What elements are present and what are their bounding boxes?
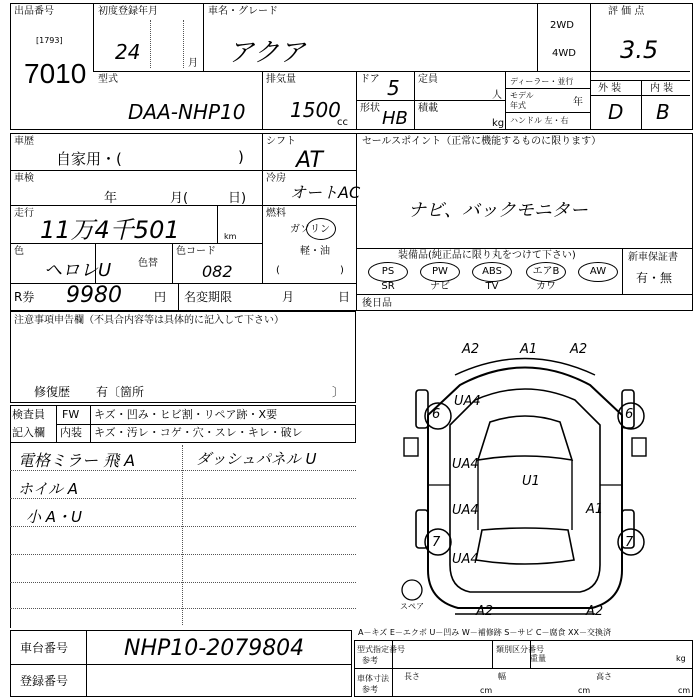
remark-line2: ホイル A — [18, 480, 79, 498]
divider — [590, 3, 591, 130]
fuel-circle — [306, 218, 336, 240]
legend: A－キズ E－エクボ U－凹み W－補修跡 S－サビ C－腐食 XX－交換済 — [358, 628, 612, 637]
doors-label: ドア — [360, 74, 380, 85]
spare-tire-icon — [402, 580, 422, 600]
divider — [356, 294, 693, 295]
lot-label: 出品番号 — [14, 6, 54, 17]
divider — [505, 112, 590, 113]
repair-value: 有〔箇所 — [96, 385, 145, 399]
fw-text: キズ・凹み・ヒビ割・リペア跡・X要 — [94, 408, 278, 421]
repair-close: 〕 — [332, 385, 345, 399]
damage-mark: 6 — [625, 407, 634, 422]
int-text: キズ・汚レ・コゲ・穴・スレ・キレ・破レ — [94, 426, 303, 439]
model-year-label2: 年式 — [510, 101, 526, 110]
shaken-year: 年 — [104, 191, 118, 206]
name-change-label: 名変期限 — [184, 290, 233, 304]
fuel-paren-open: ( — [276, 265, 280, 276]
doors-value: 5 — [387, 76, 400, 100]
divider — [150, 20, 151, 68]
fuel-light-oil: 軽・油 — [300, 246, 330, 257]
damage-mark: UA4 — [452, 552, 479, 567]
divider — [356, 248, 693, 249]
damage-mark: 6 — [432, 407, 441, 422]
dealer-label: ディーラー・並行 — [510, 77, 574, 86]
name-change-day: 日 — [338, 290, 351, 304]
divider — [56, 424, 356, 425]
shaken-label: 車検 — [14, 173, 34, 184]
inspector-label2: 記入欄 — [12, 426, 45, 439]
divider — [590, 80, 690, 81]
divider — [10, 283, 356, 284]
first-reg-label: 初度登録年月 — [98, 6, 158, 17]
sales-point-label: セールスポイント（正常に機能するものに限ります） — [362, 136, 602, 147]
divider — [356, 133, 357, 311]
color-code-label: 色コード — [176, 246, 216, 257]
displacement-value: 1500 — [290, 98, 341, 122]
damage-mark: A2 — [586, 604, 604, 619]
int-label: 内装 — [60, 426, 82, 439]
equipment-item: SR — [381, 281, 395, 292]
displacement-label: 排気量 — [266, 74, 296, 85]
divider — [10, 554, 356, 555]
interior-value: B — [656, 100, 670, 124]
shift-value: AT — [296, 148, 323, 173]
mileage-value: 11万4千501 — [40, 216, 180, 244]
equipment-circle — [472, 262, 512, 282]
equipment-item: ナビ — [430, 281, 450, 292]
equipment-item: PW — [432, 266, 448, 277]
divider — [10, 582, 356, 583]
cert-label: 型式指定番号 — [357, 645, 405, 654]
fuel-label: 燃料 — [266, 208, 286, 219]
equipment-circle — [368, 262, 408, 282]
ac-label: 冷房 — [266, 173, 286, 184]
drive-2wd: 2WD — [550, 20, 574, 31]
mirror-right — [632, 438, 646, 456]
equipment-circle — [578, 262, 618, 282]
history-value: 自家用・( — [56, 150, 122, 168]
mirror-left — [404, 438, 418, 456]
displacement-unit: cc — [337, 117, 348, 128]
capacity-unit: 人 — [492, 90, 502, 101]
handle-label: ハンドル 左・右 — [510, 116, 569, 125]
divider — [178, 283, 179, 311]
equipment-circle — [420, 262, 460, 282]
divider — [93, 71, 690, 72]
repair-label: 修復歴 — [34, 385, 71, 399]
divider — [183, 20, 184, 68]
wheel-rear-left — [416, 510, 428, 548]
remark-line1a: 電格ミラー 飛 A — [18, 451, 136, 470]
divider — [354, 668, 693, 669]
sales-point-value: ナビ、バックモニター — [408, 200, 588, 221]
divider — [537, 3, 538, 71]
warranty-label: 新車保証書 — [628, 252, 678, 263]
damage-mark: 7 — [432, 535, 441, 550]
load-unit: kg — [492, 118, 505, 129]
divider — [505, 71, 506, 130]
class-label: 類別区分番号 — [496, 645, 544, 654]
divider — [182, 445, 183, 625]
divider — [641, 80, 642, 130]
shift-label: シフト — [266, 136, 296, 147]
body-label: 車体寸法 — [357, 674, 389, 683]
first-reg-year: 24 — [115, 40, 141, 64]
shaken-day: 日) — [228, 191, 247, 206]
chassis-value: NHP10-2079804 — [124, 636, 305, 661]
damage-mark: UA4 — [452, 457, 479, 472]
divider — [622, 248, 623, 294]
equipment-item: TV — [485, 281, 499, 292]
equipment-label: 装備品(純正品に限り丸をつけて下さい) — [398, 250, 576, 261]
divider — [262, 205, 356, 206]
damage-mark: UA4 — [454, 394, 481, 409]
name-label: 車名・グレード — [208, 6, 278, 17]
windshield — [478, 416, 572, 460]
month-unit: 月 — [188, 58, 198, 69]
unit-cm-3: cm — [678, 686, 691, 695]
equipment-item: AW — [589, 266, 607, 277]
equipment-item: エアB — [532, 266, 560, 277]
color-label: 色 — [14, 246, 24, 257]
warranty-value: 有・無 — [636, 271, 673, 285]
recycle-label: R券 — [14, 290, 35, 304]
spare-label: スペア — [400, 602, 424, 611]
model-label: 型式 — [98, 74, 118, 85]
divider — [10, 664, 352, 665]
equipment-circle — [526, 262, 566, 282]
equipment-item: ABS — [482, 266, 502, 277]
fw-label: FW — [62, 408, 80, 421]
unit-cm-2: cm — [578, 686, 591, 695]
exterior-label: 外 装 — [598, 83, 622, 94]
history-label: 車歴 — [14, 136, 34, 147]
model-value: DAA-NHP10 — [128, 100, 246, 124]
color-code-value: 082 — [202, 262, 233, 281]
divider — [10, 170, 262, 171]
rear-window — [476, 528, 574, 564]
fuel-gasoline: ガソリン — [290, 224, 330, 235]
divider — [203, 3, 204, 71]
mileage-label: 走行 — [14, 208, 34, 219]
color-value: ヘロレU — [44, 260, 112, 281]
reg-label: 登録番号 — [20, 674, 69, 688]
interior-label: 内 装 — [650, 83, 674, 94]
shaken-month: 月( — [170, 191, 189, 206]
shape-value: HB — [382, 108, 408, 129]
damage-mark: A2 — [476, 604, 494, 619]
width-label: 幅 — [498, 672, 506, 681]
damage-mark: A2 — [570, 342, 588, 357]
name-change-month: 月 — [282, 290, 295, 304]
name-value: アクア — [228, 38, 306, 68]
recycle-value: 9980 — [66, 283, 122, 308]
remark-line1b: ダッシュパネル U — [196, 450, 317, 468]
load-label: 積載 — [418, 103, 438, 114]
capacity-label: 定員 — [418, 74, 438, 85]
divider — [262, 71, 263, 130]
recycle-unit: 円 — [154, 290, 167, 304]
score-label: 評 価 点 — [608, 6, 645, 17]
damage-mark: A1 — [520, 342, 538, 357]
color-change-label: 色替 — [138, 258, 158, 269]
equipment-item: PS — [381, 266, 395, 277]
height-label: 高さ — [596, 672, 612, 681]
divider — [262, 133, 263, 283]
damage-mark: UA4 — [452, 503, 479, 518]
divider — [590, 95, 690, 96]
chassis-label: 車台番号 — [20, 641, 69, 655]
lot-small: [1793] — [36, 36, 63, 45]
rear-seat-label: 後日品 — [362, 298, 392, 309]
damage-mark: 7 — [625, 535, 634, 550]
divider — [93, 3, 94, 71]
drive-4wd: 4WD — [552, 48, 576, 59]
cert-label2: 参考 — [362, 656, 378, 665]
ac-value: オートAC — [290, 183, 361, 202]
length-label: 長さ — [404, 672, 420, 681]
exterior-value: D — [608, 100, 624, 124]
divider — [172, 243, 173, 283]
damage-mark: A2 — [462, 342, 480, 357]
divider — [10, 608, 356, 609]
damage-mark: A1 — [586, 502, 604, 517]
notes-label: 注意事項申告欄（不具合内容等は具体的に記入して下さい） — [14, 315, 284, 326]
mileage-unit: km — [224, 232, 237, 241]
inspector-label1: 検査員 — [12, 408, 45, 421]
damage-mark: U1 — [522, 474, 540, 489]
remark-line3: 小 A・U — [26, 508, 83, 526]
score-value: 3.5 — [620, 36, 659, 64]
divider — [217, 205, 218, 243]
equipment-item: カワ — [536, 281, 556, 292]
unit-cm-1: cm — [480, 686, 493, 695]
lot-number: 7010 — [24, 58, 87, 89]
history-close: ) — [238, 148, 244, 166]
divider — [505, 88, 590, 89]
model-year-label: モデル — [510, 91, 534, 100]
fuel-paren-close: ) — [340, 265, 344, 276]
divider — [492, 640, 493, 668]
body-label2: 参考 — [362, 685, 378, 694]
divider — [356, 100, 505, 101]
year-unit: 年 — [573, 97, 583, 108]
unit-kg: kg — [676, 654, 686, 663]
weight-label: 重量 — [530, 654, 546, 663]
shape-label: 形状 — [360, 103, 380, 114]
divider — [10, 205, 262, 206]
